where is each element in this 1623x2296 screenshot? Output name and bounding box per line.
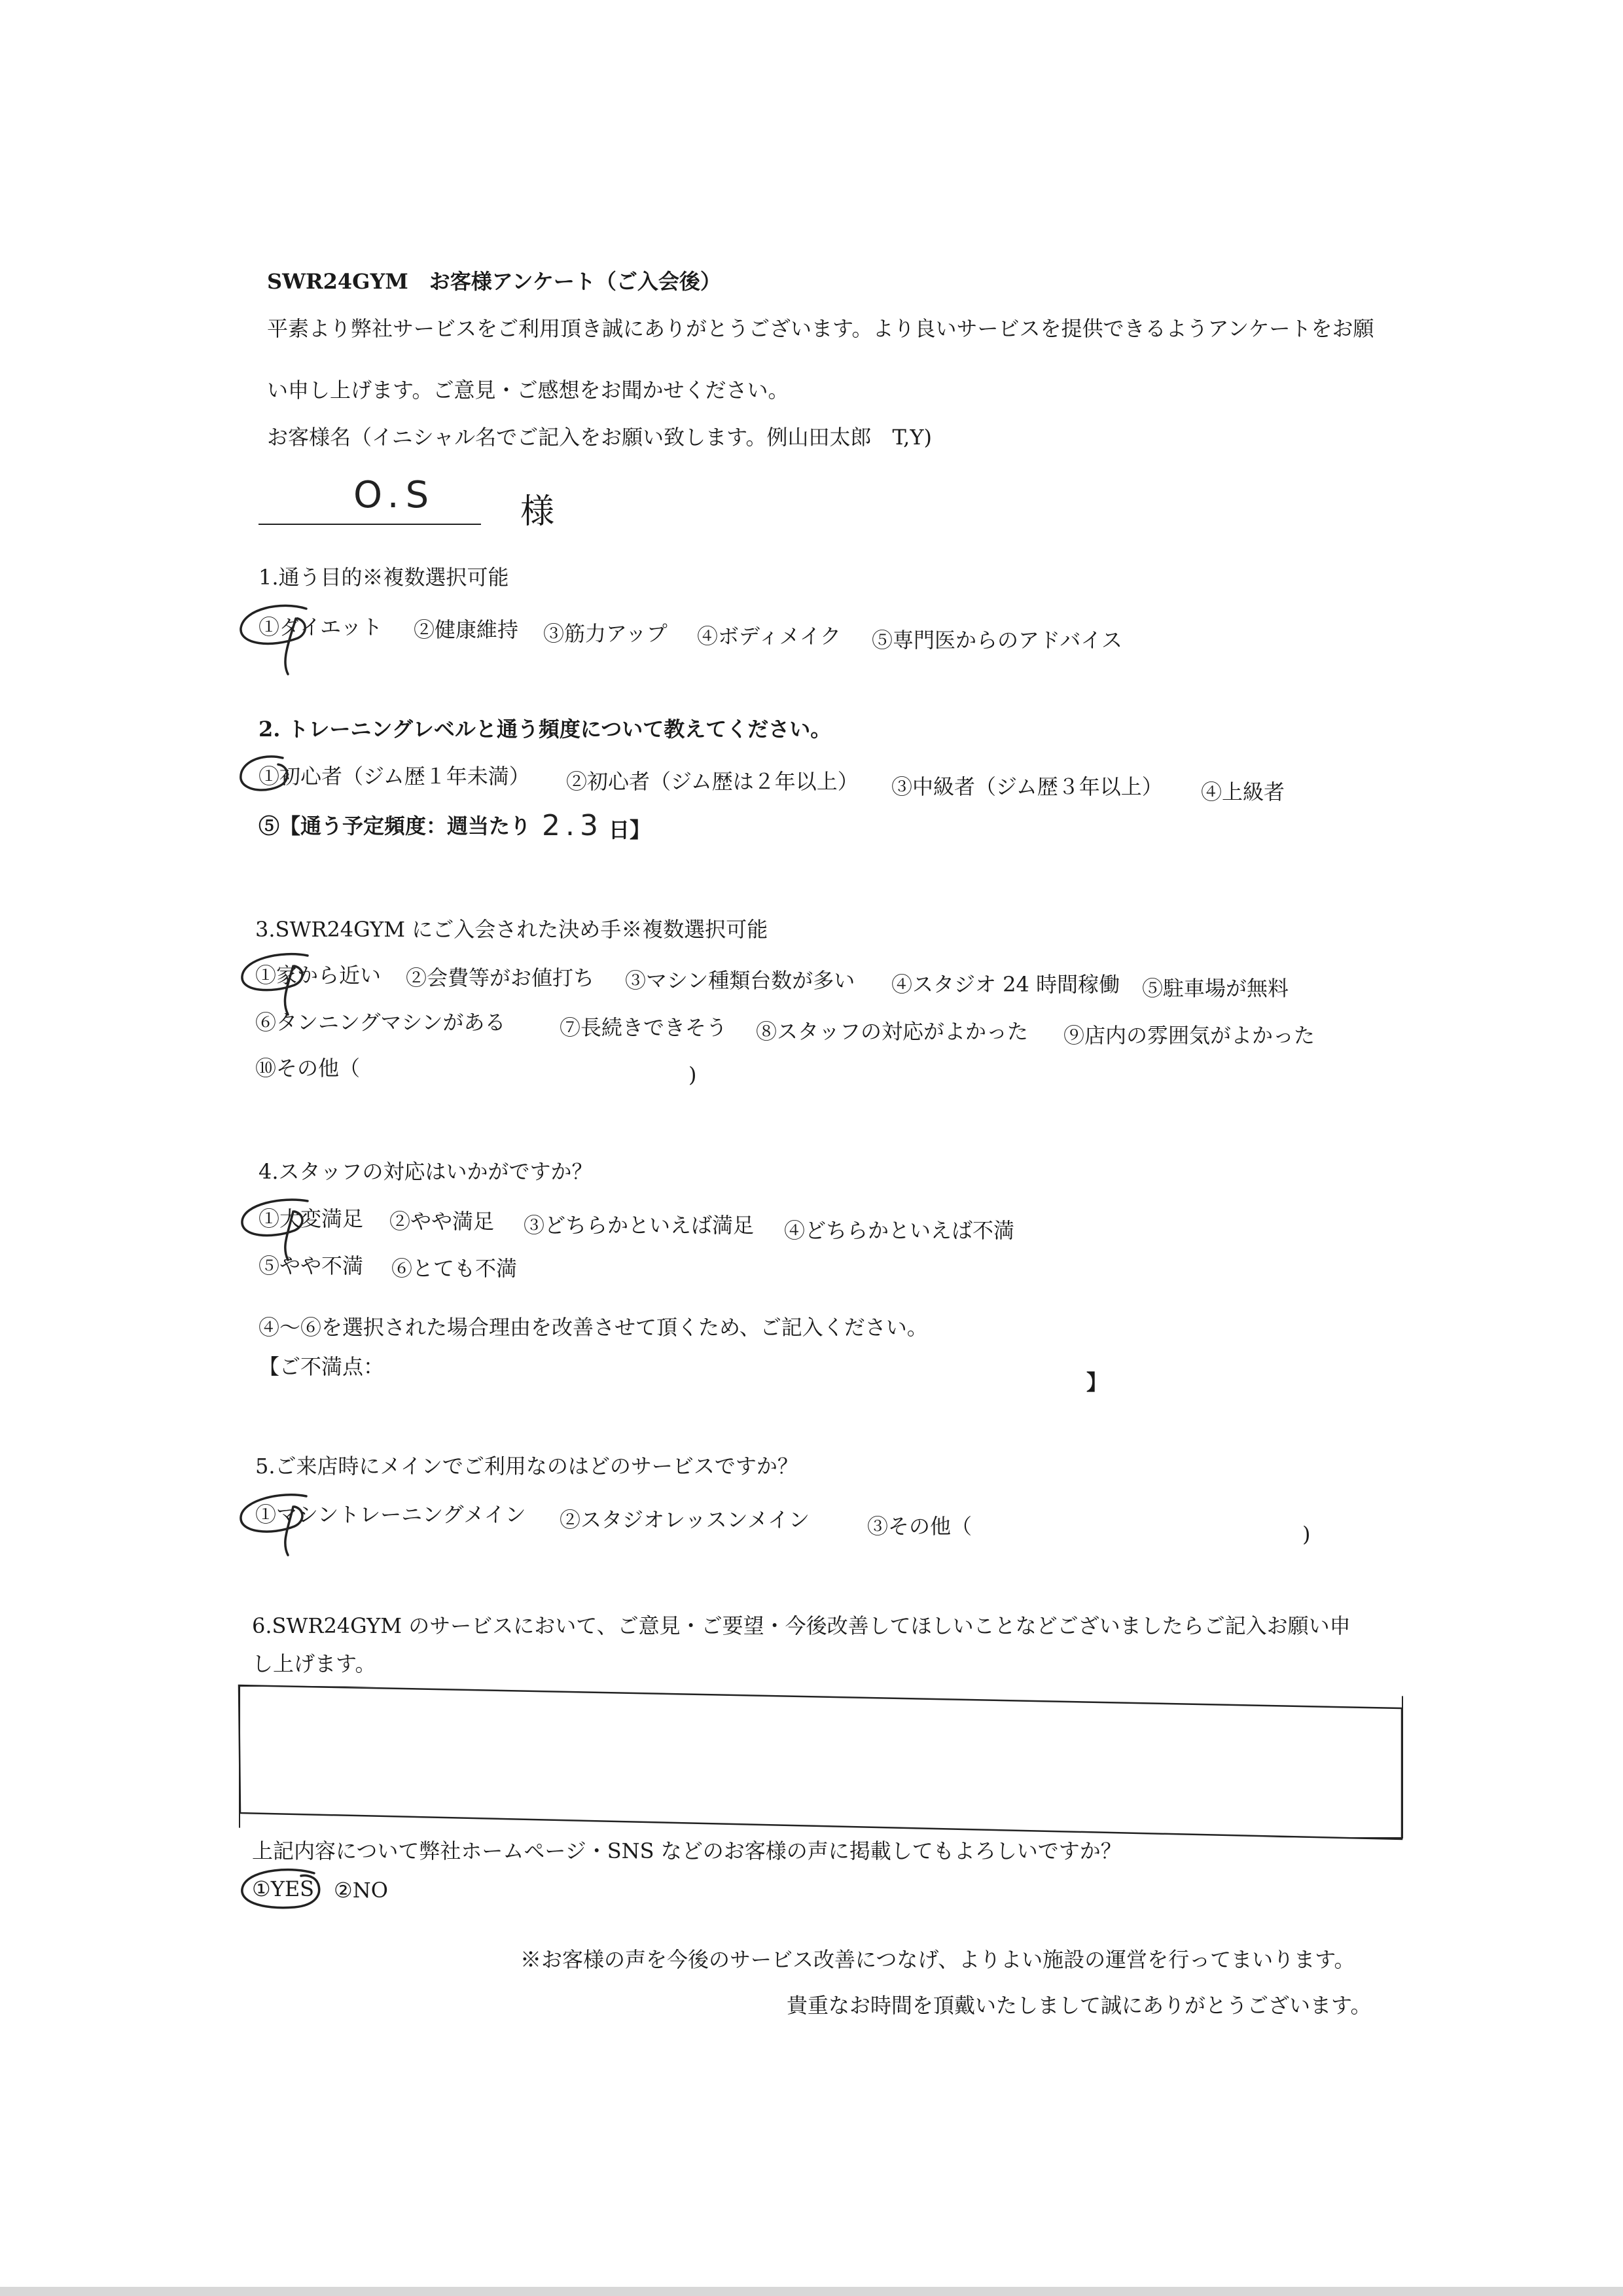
q3-option-machines: ③マシン種類台数が多い [625,968,855,993]
q6-title-line1: 6.SWR24GYM のサービスにおいて、ご意見・ご要望・今後改善してほしいことなどございましたらご記入お願い申 [252,1613,1351,1638]
q3-option-other-close: ) [688,1062,697,1087]
q1-option-bodymake: ④ボディメイク [697,624,842,649]
q2-option-advanced: ④上級者 [1201,780,1285,804]
name-prompt: お客様名（イニシャル名でご記入をお願い致します。例山田太郎 T,Y) [267,425,932,450]
intro-text-line1: 平素より弊社サービスをご利用頂き誠にありがとうございます。より良いサービスを提供できるようアンケートをお願 [267,316,1374,341]
survey-title: SWR24GYM お客様アンケート（ご入会後） [267,269,721,294]
footer-note: ※お客様の声を今後のサービス改善につなげ、よりよい施設の運営を行ってまいります。 [520,1947,1355,1972]
scan-bottom-edge [0,2287,1623,2296]
q1-option-muscle: ③筋力アップ [543,621,668,646]
consent-yes-option: ①YES [252,1876,315,1901]
q1-title: 1.通う目的※複数選択可能 [259,565,509,590]
q4-complaint-label: 【ご不満点： [259,1354,385,1379]
q3-option-studio: ④スタジオ 24 時間稼働 [891,972,1120,997]
q4-option-very-satisfied: ①大変満足 [259,1206,364,1231]
q4-option-somewhat-satisfied: ②やや満足 [389,1209,495,1234]
q3-option-tanning: ⑥タンニングマシンがある [255,1010,506,1035]
q6-title-line2: し上げます。 [252,1651,376,1676]
q5-option-other-label: ③その他（ [867,1514,972,1539]
footer-thanks: 貴重なお時間を頂戴いたしまして誠にありがとうございます。 [787,1993,1372,2018]
q2-title: 2. トレーニングレベルと通う頻度について教えてください。 [259,717,832,742]
q4-option-somewhat-dissatisfied: ⑤やや不満 [259,1253,364,1278]
q4-option-rather-satisfied: ③どちらかといえば満足 [524,1213,755,1238]
q2-option-beginner-1: ①初心者（ジム歴１年未満） [259,764,530,789]
name-suffix: 様 [520,492,555,531]
q1-option-health: ②健康維持 [414,617,519,642]
name-underline [259,524,481,525]
q1-option-diet: ①ダイエット [259,615,383,639]
q4-complaint-close: 】 [1086,1370,1108,1395]
q2-option-beginner-2: ②初心者（ジム歴は２年以上） [566,769,859,794]
q3-option-atmosphere: ⑨店内の雰囲気がよかった [1063,1023,1315,1048]
q3-option-near-home: ①家から近い [255,963,382,988]
q5-option-other-close: ) [1302,1522,1311,1547]
q6-answer-box[interactable] [239,1685,1403,1839]
consent-no-option: ②NO [334,1878,388,1903]
q3-option-fee: ②会費等がお値打ち [406,965,595,990]
q2-frequency-label: ⑤【通う予定頻度：週当たり [259,814,531,838]
q3-option-other-label: ⑩その他（ [255,1056,361,1081]
q5-option-machine: ①マシントレーニングメイン [255,1502,526,1527]
q4-note: ④～⑥を選択された場合理由を改善させて頂くため、ご記入ください。 [259,1315,928,1340]
consent-question: 上記内容について弊社ホームページ・SNS などのお客様の声に掲載してもよろしいですか？ [252,1839,1122,1863]
q2-frequency-value: 2.3 [542,809,603,842]
q4-title: 4.スタッフの対応はいかがですか？ [259,1159,593,1184]
q3-option-staff: ⑧スタッフの対応がよかった [756,1019,1029,1044]
q4-option-rather-dissatisfied: ④どちらかといえば不満 [784,1218,1015,1243]
q4-option-very-dissatisfied: ⑥とても不満 [391,1256,518,1281]
intro-text-line2: い申し上げます。ご意見・ご感想をお聞かせください。 [267,378,789,403]
q2-frequency-suffix: 日】 [609,817,651,842]
q3-option-parking: ⑤駐車場が無料 [1142,976,1289,1001]
q3-option-long-lasting: ⑦長続きできそう [560,1015,728,1040]
q3-title: 3.SWR24GYM にご入会された決め手※複数選択可能 [255,917,768,942]
q5-title: 5.ご来店時にメインでご利用なのはどのサービスですか？ [255,1454,798,1479]
q5-option-studio: ②スタジオレッスンメイン [560,1507,810,1532]
q2-option-intermediate: ③中級者（ジム歴３年以上） [891,774,1163,799]
customer-name-value: O.S [353,474,436,516]
q1-option-doctor: ⑤専門医からのアドバイス [872,628,1123,653]
